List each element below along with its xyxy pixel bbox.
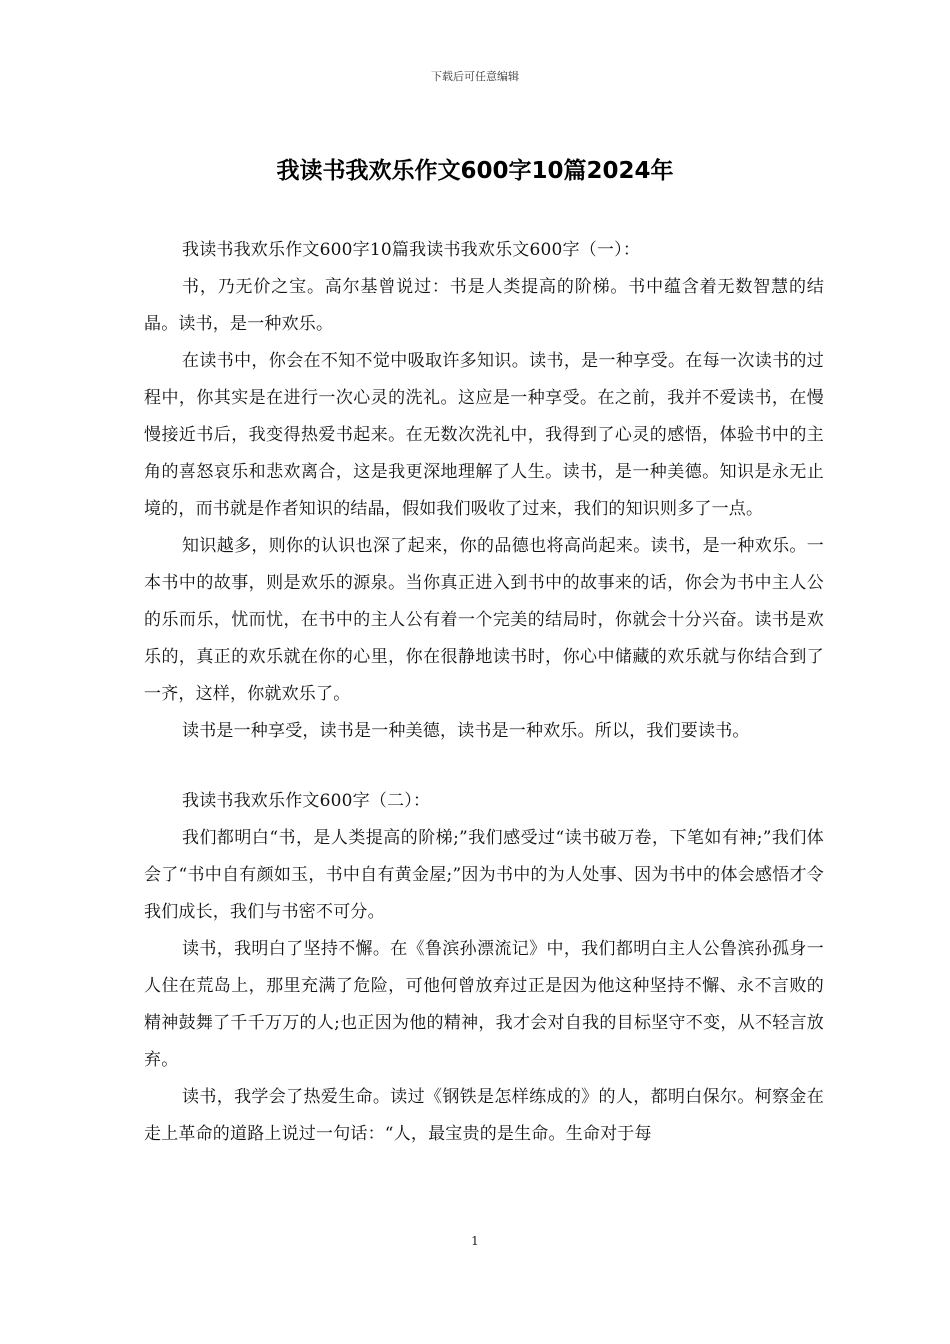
paragraph: 书，乃无价之宝。高尔基曾说过：书是人类提高的阶梯。书中蕴含着无数智慧的结晶。读书，是一种欢乐。 <box>144 277 824 334</box>
paragraph: 知识越多，则你的认识也深了起来，你的品德也将高尚起来。读书，是一种欢乐。一本书中的故事，则是欢乐的源泉。当你真正进入到书中的故事来的话，你会为书中主人公的乐而乐，忧而忧，在书中的主人公有着一个完美的结局时，你就会十分兴奋。读书是欢乐的，真正的欢乐就在你的心里，你在很静地读书时，你心中储藏的欢乐就与你结合到了一齐，这样，你就欢乐了。 <box>144 536 824 704</box>
document-body <box>144 232 824 1153</box>
paragraph: 我们都明白“书，是人类提高的阶梯;”我们感受过“读书破万卷，下笔如有神;”我们体会了“书中自有颜如玉，书中自有黄金屋;”因为书中的为人处事、因为书中的体会感悟才令我们成长，我们与书密不可分。 <box>144 828 824 922</box>
document-title: 我读书我欢乐作文600字10篇2024年 <box>276 158 674 184</box>
paragraph: 读书，我学会了热爱生命。读过《钢铁是怎样练成的》的人，都明白保尔。柯察金在走上革命的道路上说过一句话：“人，最宝贵的是生命。生命对于每 <box>144 1087 824 1144</box>
header-note: 下载后可任意编辑 <box>431 70 519 83</box>
section-heading-2: 我读书我欢乐作文600字（二）： <box>182 791 431 811</box>
paragraph: 读书是一种享受，读书是一种美德，读书是一种欢乐。所以，我们要读书。 <box>182 721 750 741</box>
section-spacer <box>144 750 824 783</box>
section-heading-1: 我读书我欢乐作文600字10篇我读书我欢乐文600字（一）： <box>182 240 641 260</box>
paragraph: 在读书中，你会在不知不觉中吸取许多知识。读书，是一种享受。在每一次读书的过程中，你其实是在进行一次心灵的洗礼。这应是一种享受。在之前，我并不爱读书，在慢慢接近书后，我变得热爱书起来。在无数次洗礼中，我得到了心灵的感悟，体验书中的主角的喜怒哀乐和悲欢离合，这是我更深地理解了人生。读书，是一种美德。知识是永无止境的，而书就是作者知识的结晶，假如我们吸收了过来，我们的知识则多了一点。 <box>144 351 824 519</box>
paragraph: 读书，我明白了坚持不懈。在《鲁滨孙漂流记》中，我们都明白主人公鲁滨孙孤身一人住在荒岛上，那里充满了危险，可他何曾放弃过正是因为他这种坚持不懈、永不言败的精神鼓舞了千千万万的人;也正因为他的精神，我才会对自我的目标坚守不变，从不轻言放弃。 <box>144 939 824 1070</box>
page-number: 1 <box>471 1234 479 1248</box>
